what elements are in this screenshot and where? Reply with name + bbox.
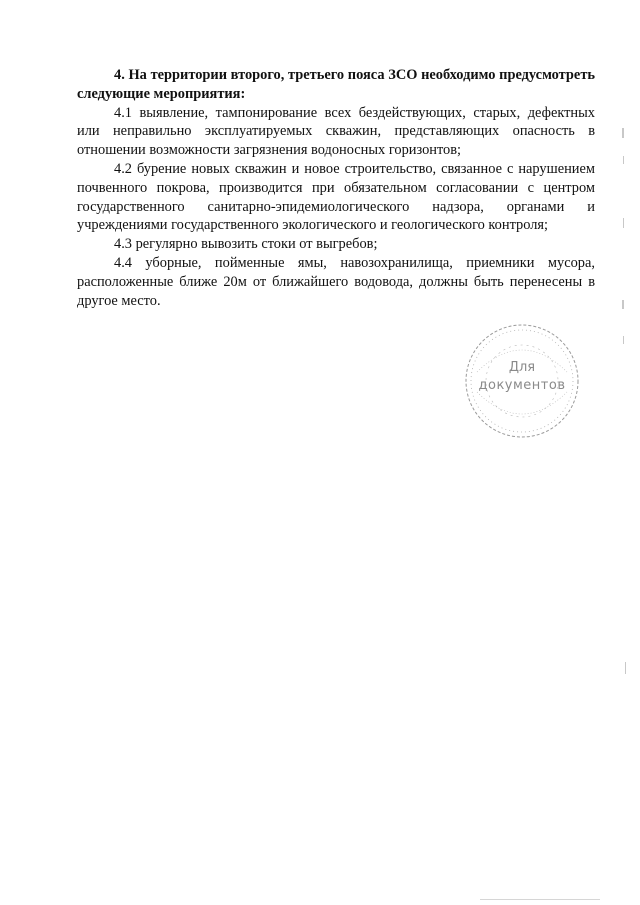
- document-stamp: [463, 322, 581, 440]
- margin-mark: [623, 218, 624, 228]
- scan-edge-line: [480, 899, 600, 900]
- section-heading: 4. На территории второго, третьего пояса ЗСО необходимо предусмотреть следующие мероприятия:: [77, 67, 595, 102]
- margin-mark: [625, 662, 626, 674]
- margin-mark: [622, 300, 624, 309]
- list-item-4-4: 4.4 уборные, пойменные ямы, навозохранилища, приемники мусора, расположенные ближе 20м от ближайшего водовода, должны быть перенесены в другое место.: [77, 254, 595, 309]
- stamp-text-line1: Для: [508, 360, 536, 375]
- stamp-text-line2: документов: [478, 378, 566, 393]
- margin-mark: [622, 128, 624, 138]
- margin-mark: [623, 336, 624, 344]
- margin-mark: [623, 156, 624, 164]
- list-item-4-1: 4.1 выявление, тампонирование всех бездействующих, старых, дефектных или неправильно эксплуатируемых скважин, представляющих опасность в отношении возможности загрязнения водоносных горизонтов;: [77, 104, 595, 159]
- document-body: [77, 66, 595, 310]
- list-item-4-2: 4.2 бурение новых скважин и новое строительство, связанное с нарушением почвенного покрова, производится при обязательном согласовании с центром государственного санитарно-эпидемиологического надзора, органами и учреждениями государственного экологического и геологического контроля;: [77, 160, 595, 234]
- list-item-4-3: 4.3 регулярно вывозить стоки от выгребов;: [114, 236, 378, 253]
